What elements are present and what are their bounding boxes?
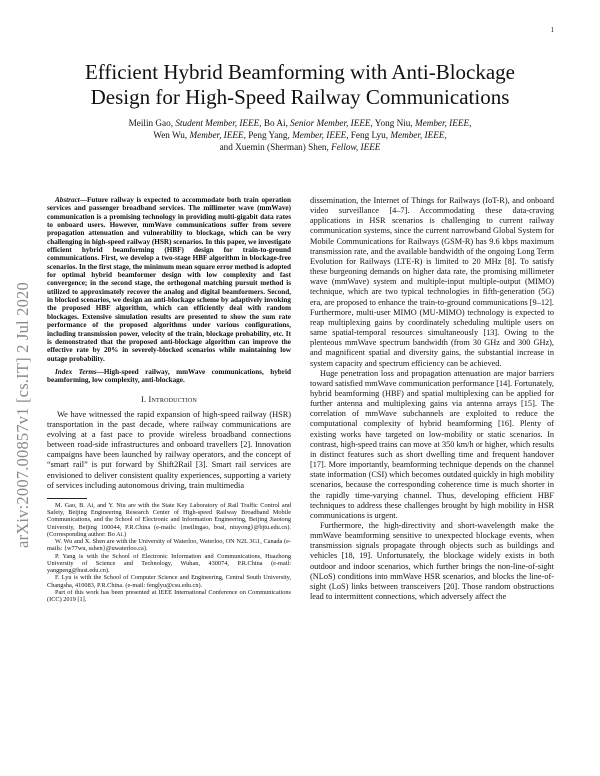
page-number: 1 [550, 26, 554, 34]
footnote: W. Wu and X. Shen are with the University of Waterloo, Waterloo, ON N2L 3G1, Canada (e-mails: {w77wu, sshen}@uwaterloo.ca). [47, 538, 291, 553]
membership-grade: Student Member, IEEE [175, 118, 260, 128]
membership-grade: Member, IEEE [414, 118, 470, 128]
abstract-label: Abstract [55, 196, 80, 204]
author-line: Wen Wu, Member, IEEE, Peng Yang, Member, IEEE, Feng Lyu, Member, IEEE, [153, 130, 447, 140]
membership-grade: Member, IEEE [390, 130, 445, 140]
section-heading [47, 395, 291, 404]
left-column [47, 196, 291, 761]
author-line: and Xuemin (Sherman) Shen, Fellow, IEEE [219, 142, 381, 152]
footnote: F. Lyu is with the School of Computer Science and Engineering, Central South University, Changsha, 410083, P.R.China. (e-mail: fenglyu@csu.edu.cn). [47, 574, 291, 589]
title-line: Design for High-Speed Railway Communications [90, 85, 510, 109]
membership-grade: Fellow, IEEE [331, 142, 381, 152]
body-paragraph: dissemination, the Internet of Things for Railways (IoT-R), and onboard video surveillance [4–7]. Accommodating these data-craving applications in HSR scenarios is challenging to current railway communication systems, since the current narrowband Global System for Mobile Communications for Railways (GSM-R) has 9.6 kbps maximum transmission rate, and the available bandwidth of the ongoing Long Term Evolution for Railways (LTE-R) is limited to 20 MHz [8]. To satisfy these burgeoning demands on higher data rate, the promising millimeter wave (mmWave) system and multiple-input multiple-output (MIMO) technique, which are two typical technologies in fifth-generation (5G) era, are proposed to enhance the train-to-ground communications [9–12]. Furthermore, multi-user MIMO (MU-MIMO) technology is expected to reap multiplexing gains by coordinately scheduling multiple users on same spatial-temporal resources simultaneously [13]. Owing to the plenteous mmWave spectrum bandwidth (from 30 GHz and 300 GHz), and magnificent spatial and diversity gains, the substantial increase in system capacity and spectrum efficiency can be achieved. [310, 196, 554, 368]
title-line: Efficient Hybrid Beamforming with Anti-Blockage [84, 60, 516, 84]
footnote: Part of this work has been presented at IEEE International Conference on Communications (ICC) 2019 [1]. [47, 588, 291, 604]
section-title: Introduction [148, 394, 198, 404]
membership-grade: Member, IEEE [292, 130, 347, 140]
membership-grade: Senior Member, IEEE [290, 118, 371, 128]
body-paragraph: We have witnessed the rapid expansion of high-speed railway (HSR) transportation in the past decade, where railway communications are evolving at a fast pace to provide wireless broadband connections between road-side infrastructures and onboard travellers [2]. Innovation campaigns have been launched by railway operators, and the concept of “smart rail” is put forward by Shift2Rail [3]. Smart rail services are envisioned to deliver consistent quality experiences, supporting a variety of services including autonomous driving, train multimedia [47, 409, 291, 490]
body-paragraph: Furthermore, the high-directivity and short-wavelength make the mmWave beamforming sensitive to unexpected blockage events, when transmission signals propagate through objects such as buildings and vehicles [18, 19]. Unfortunately, the blockage widely exists in both outdoor and indoor scenarios, which further brings the non-line-of-sight (NLoS) conditions into mmWave HSR scenarios, and blocks the line-of-sight (LoS) links between transceivers [20]. Those random obstructions lead to intermittent connections, which adversely affect the [310, 521, 554, 602]
paper-title [46, 60, 554, 110]
footnote: P. Yang is with the School of Electronic Information and Communications, Huazhong University of Science and Technology, Wuhan, 430074, P.R.China (e-mail: yangpeng@hust.edu.cn). [47, 552, 291, 575]
footnote: M. Gao, B. Ai, and Y. Niu are with the State Key Laboratory of Rail Traffic Control and Safety, Beijing Engineering Research Center of High-speed Railway Broadband Mobile Communications, and the School of Electronic and Information Engineering, Beijing Jiaotong University, Beijing 100044, P.R.China (e-mails: {meilingao, boai, niuyong}@bjtu.edu.cn). (Corresponding author: Bo Ai.) [47, 501, 291, 538]
index-terms-label: Index Terms [55, 367, 97, 376]
arxiv-id: arXiv:2007.00857v1 [cs.IT] 2 Jul 2020 [13, 282, 32, 548]
membership-grade: Member, IEEE [189, 130, 244, 140]
author-list [46, 117, 554, 153]
footnote-rule [47, 498, 87, 499]
author-line: Meilin Gao, Student Member, IEEE, Bo Ai, Senior Member, IEEE, Yong Niu, Member, IEEE, [128, 118, 472, 128]
arxiv-stamp [8, 250, 38, 580]
abstract-text: Future railway is expected to accommodate both train operation services and passenger broadband services. The millimeter wave (mmWave) communication is a promising technology in providing multi-gigabit data rates to onboard users. However, mmWave communications suffer from severe propagation attenuation and vulnerability to blockage, which can be very challenging in high-speed railway (HSR) scenarios. In this paper, we investigate efficient hybrid beamforming (HBF) design for train-to-ground communications. First, we develop a two-stage HBF algorithm in blockage-free scenarios. In the first stage, the minimum mean square error method is adopted for optimal hybrid beamformer design with low complexity and fast convergence; in the second stage, the orthogonal matching pursuit method is utilized to approximately recover the analog and digital beamformers. Second, in blocked scenarios, we design an anti-blockage scheme by adaptively invoking the proposed HBF algorithm, which can efficiently deal with random blockages. Extensive simulation results are presented to show the sum rate performance of the proposed algorithms under various configurations, including transmission power, velocity of the train, blockage probability, etc. It is demonstrated that the proposed anti-blockage algorithm can improve the effective rate by 20% in severely-blocked scenarios while maintaining low outage probability. [47, 196, 291, 363]
index-terms-text: High-speed railway, mmWave communications, hybrid beamforming, low complexity, anti-blockage. [47, 367, 291, 385]
body-paragraph: Huge penetration loss and propagation attenuation are major barriers toward satisfied mmWave communication performance [14]. Fortunately, hybrid beamforming (HBF) and spatial multiplexing can be applied for further antenna and multiplexing gains via antenna arrays [15]. The correlation of mmWave subchannels are exploited to reduce the computational complexity of hybrid beamforming [16]. Plenty of existing works have targeted on low-mobility or static scenarios. In contrast, high-speed trains can move at 350 km/h or higher, which results in distinct features such as short dwelling time and frequent handover [17]. More importantly, beamforming technique depends on the channel state information (CSI) which becomes outdated quickly in high mobility scenarios, because the corresponding coherence time is much shorter in the rapidly time-varying channel. Thus, developing efficient HBF techniques to address these challenges brought by high mobility in HSR communications is urgent. [310, 368, 554, 520]
index-terms: Index Terms—High-speed railway, mmWave communications, hybrid beamforming, low complexity, anti-blockage. [47, 367, 291, 385]
section-number: I. [140, 394, 147, 404]
right-column [310, 196, 554, 761]
abstract: Abstract—Future railway is expected to accommodate both train operation services and passenger broadband services. The millimeter wave (mmWave) communication is a promising technology in providing multi-gigabit data rates to onboard users. However, mmWave communications suffer from severe propagation attenuation and vulnerability to blockage, which can be very challenging in high-speed railway (HSR) scenarios. In this paper, we investigate efficient hybrid beamforming (HBF) design for train-to-ground communications. First, we develop a two-stage HBF algorithm in blockage-free scenarios. In the first stage, the minimum mean square error method is adopted for optimal hybrid beamformer design with low complexity and fast convergence; in the second stage, the orthogonal matching pursuit method is utilized to approximately recover the analog and digital beamformers. Second, in blocked scenarios, we design an anti-blockage scheme by adaptively invoking the proposed HBF algorithm, which can efficiently deal with random blockages. Extensive simulation results are presented to show the sum rate performance of the proposed algorithms under various configurations, including transmission power, velocity of the train, blockage probability, etc. It is demonstrated that the proposed anti-blockage algorithm can improve the effective rate by 20% in severely-blocked scenarios while maintaining low outage probability. [47, 196, 291, 363]
